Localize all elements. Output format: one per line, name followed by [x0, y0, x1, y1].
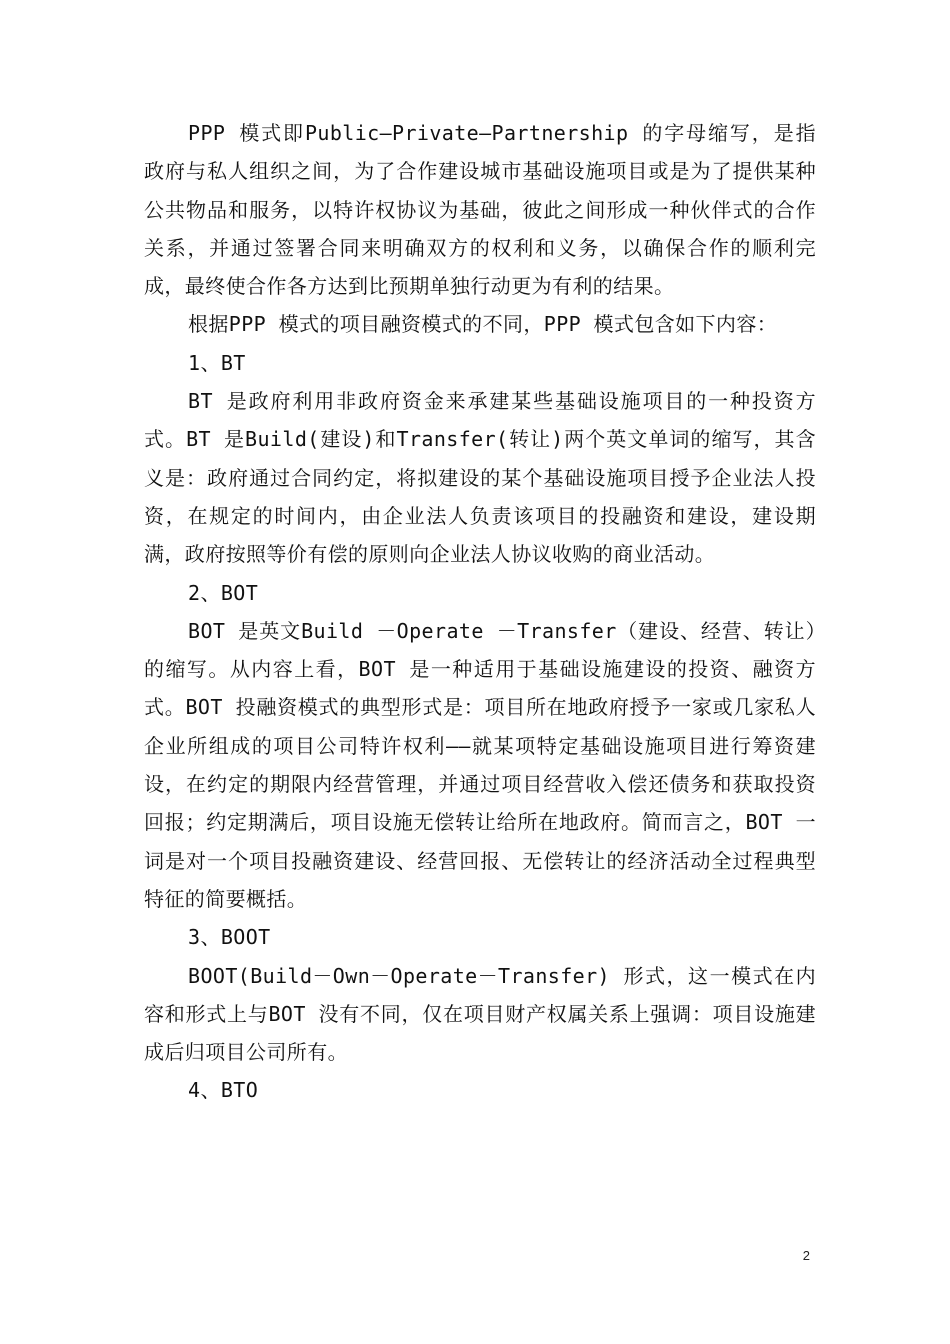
paragraph-boot-definition: BOOT(Build－Own－Operate－Transfer) 形式，这一模式在内容和形式上与BOT 没有不同，仅在项目财产权属关系上强调：项目设施建成后归项目公司所有。 [144, 963, 816, 1065]
heading-bt: 1、BT [188, 350, 246, 375]
paragraph-ppp-definition: PPP 模式即Public—Private—Partnership 的字母缩写，是指政府与私人组织之间，为了合作建设城市基础设施项目或是为了提供某种公共物品和服务，以特许权协议为基础，彼此之间形成一种伙伴式的合作关系，并通过签署合同来明确双方的权利和义务，以确保合作的顺利完成，最终使合作各方达到比预期单独行动更为有利的结果。 [144, 121, 816, 299]
paragraph-ppp-types-intro: 根据PPP 模式的项目融资模式的不同，PPP 模式包含如下内容： [188, 312, 778, 337]
heading-boot: 3、BOOT [188, 925, 271, 950]
page-number: 2 [802, 1248, 810, 1263]
paragraph-bot-definition: BOT 是英文Build －Operate －Transfer（建设、经营、转让）的缩写。从内容上看，BOT 是一种适用于基础设施建设的投资、融资方式。BOT 投融资模式的典型形式是：项目所在地政府授予一家或几家私人企业所组成的项目公司特许权利——就某项特定基础设施项目进行筹资建设，在约定的期限内经营管理，并通过项目经营收入偿还债务和获取投资回报；约定期满后，项目设施无偿转让给所在地政府。简而言之，BOT 一词是对一个项目投融资建设、经营回报、无偿转让的经济活动全过程典型特征的简要概括。 [144, 618, 816, 911]
heading-bto: 4、BTO [188, 1078, 259, 1103]
document-body [144, 114, 816, 1110]
heading-bot: 2、BOT [188, 580, 259, 605]
paragraph-bt-definition: BT 是政府利用非政府资金来承建某些基础设施项目的一种投资方式。BT 是Build(建设)和Transfer(转让)两个英文单词的缩写，其含义是：政府通过合同约定，将拟建设的某个基础设施项目授予企业法人投资，在规定的时间内，由企业法人负责该项目的投融资和建设，建设期满，政府按照等价有偿的原则向企业法人协议收购的商业活动。 [144, 389, 816, 567]
